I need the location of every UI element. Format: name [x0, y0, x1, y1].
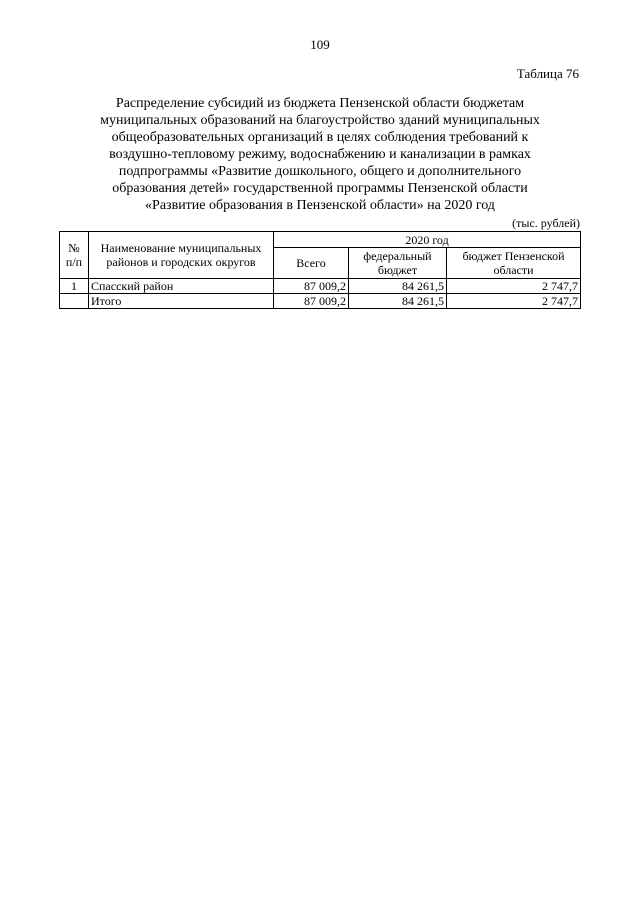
row-total: 87 009,2 [274, 279, 349, 294]
row-federal: 84 261,5 [349, 279, 447, 294]
row-name: Итого [89, 294, 274, 309]
row-federal: 84 261,5 [349, 294, 447, 309]
units-label: (тыс. рублей) [512, 216, 580, 230]
table-label: Таблица 76 [516, 66, 579, 81]
page-number: 109 [310, 37, 330, 52]
title-line: образования детей» государственной программы Пензенской области [112, 181, 528, 196]
title-line: «Развитие образования в Пензенской области» на 2020 год [145, 198, 495, 213]
row-number: 1 [60, 279, 89, 294]
header-name: Наименование муниципальных районов и городских округов [89, 232, 274, 279]
title-line: муниципальных образований на благоустройство зданий муниципальных [100, 113, 540, 128]
title-line: воздушно-тепловому режиму, водоснабжению и канализации в рамках [109, 147, 531, 162]
row-number [60, 294, 89, 309]
document-title [60, 95, 580, 214]
row-regional: 2 747,7 [447, 279, 581, 294]
header-total: Всего [274, 248, 349, 279]
table-row [60, 279, 581, 294]
header-year: 2020 год [274, 232, 581, 248]
header-regional: бюджет Пензенской области [447, 248, 581, 279]
subsidy-table [59, 231, 581, 309]
header-federal: федеральный бюджет [349, 248, 447, 279]
row-total: 87 009,2 [274, 294, 349, 309]
title-line: общеобразовательных организаций в целях соблюдения требований к [111, 130, 529, 145]
table-row-total [60, 294, 581, 309]
title-line: подпрограммы «Развитие дошкольного, общего и дополнительного [118, 164, 522, 179]
row-regional: 2 747,7 [447, 294, 581, 309]
row-name: Спасский район [89, 279, 274, 294]
header-number: № п/п [60, 232, 89, 279]
title-line: Распределение субсидий из бюджета Пензенской области бюджетам [115, 96, 525, 111]
